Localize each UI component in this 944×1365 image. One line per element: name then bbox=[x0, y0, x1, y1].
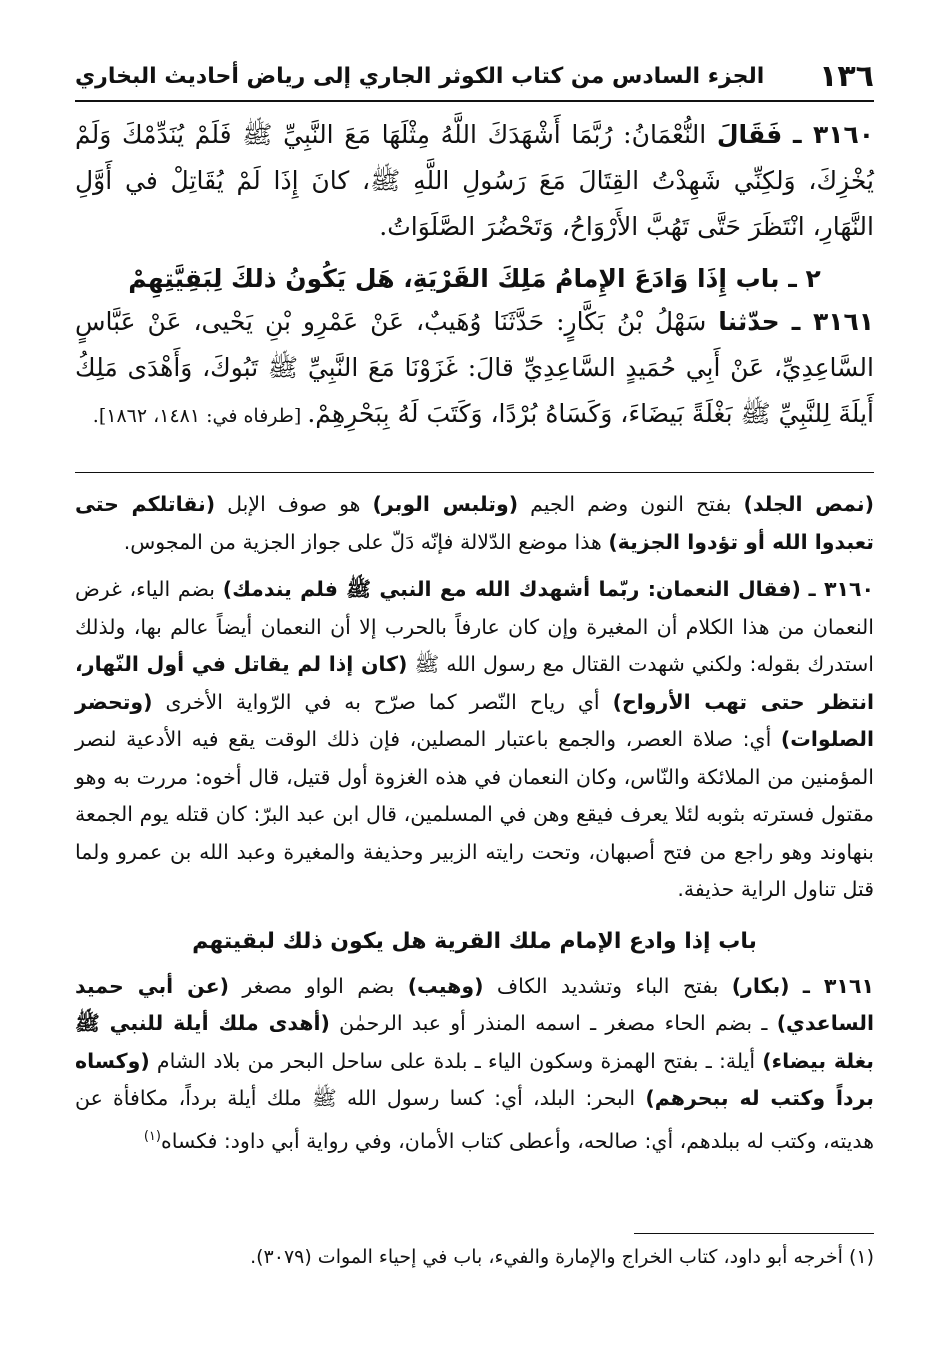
hadith-3161 bbox=[75, 299, 874, 439]
commentary-number: ٣١٦١ ـ bbox=[802, 973, 874, 998]
commentary-text: بضم الياء، غرض النعمان من هذا الكلام أن المغيرة وإن كان عارفاً بالحرب إلا أن النعمان أيضاً عالم بها، ولذلك استدرك بقوله: ولكني شهدت القتال مع رسول الله ﷺ bbox=[75, 577, 874, 676]
chapter-title: ٢ ـ باب إِذَا وَادَعَ الإِمامُ مَلِكَ القَرْيَةِ، هَل يَكُونُ ذلكَ لِبَقِيَّتِهِمْ bbox=[128, 264, 821, 293]
hadith-number: ٣١٦٠ ـ bbox=[792, 120, 874, 149]
quoted-term: (وكساه برداً وكتب له ببحرهم) bbox=[75, 1048, 874, 1110]
footnote bbox=[75, 1246, 874, 1268]
footnote-marker: (١) bbox=[143, 1128, 161, 1144]
commentary-number: ٣١٦٠ ـ bbox=[808, 577, 874, 601]
page-header bbox=[75, 52, 874, 102]
commentary-text: هذا موضع الدّلالة فإنّه دَلّ على جواز الجزية من المجوس. bbox=[123, 529, 609, 554]
commentary-text: هو صوف الإبل bbox=[215, 492, 373, 516]
hadith-body: النُّعْمَانُ: رُبَّمَا أَشْهَدَكَ اللَّهُ مِثْلَهَا مَعَ النَّبِيِّ ﷺ فَلَمْ يُنَدِّمْكَ وَلَمْ يُخْزِكَ، وَلكِنِّي شَهِدْتُ القِتَالَ مَعَ رَسُولِ اللَّهِ ﷺ، كانَ إِذَا لَمْ يُقَاتِلْ في أَوَّلِ النَّهَارِ، انْتَظَرَ حَتَّى تَهُبَّ الأَرْوَاحُ، وَتَحْضُرَ الصَّلَوَاتُ. bbox=[75, 120, 874, 241]
hadith-text-section bbox=[75, 112, 874, 439]
footnote-text: أخرجه أبو داود، كتاب الخراج والإمارة والفيء، باب في إحياء الموات (٣٠٧٩). bbox=[250, 1246, 843, 1268]
hadith-lead-word: حدّثنا bbox=[718, 307, 780, 336]
hadith-lead-word: فَقَالَ bbox=[716, 120, 783, 149]
cross-reference: [طرفاه في: ١٤٨١، ١٨٦٢]. bbox=[92, 405, 308, 427]
commentary-text: أي رياح النّصر كما صرّح به في الرّواية الأخرى bbox=[152, 689, 613, 714]
footnote-rule bbox=[634, 1233, 874, 1234]
quoted-term: (وهيب) bbox=[407, 973, 484, 998]
commentary-text: أيلة: ـ بفتح الهمزة وسكون الياء ـ بلدة على ساحل البحر من بلاد الشام bbox=[149, 1048, 763, 1073]
commentary-text: البحر: البلد، أي: كسا رسول الله ﷺ ملك أيلة برداً، مكافأة عن هديته، وكتب له ببلدهم، أي: صالحه، وأعطى كتاب الأمان، وفي رواية أبي داود: فكساه bbox=[75, 1086, 874, 1153]
quoted-term: (فقال النعمان: ربّما أشهدك الله مع النبي ﷺ فلم يندمك) bbox=[222, 577, 801, 601]
section-divider bbox=[75, 472, 874, 473]
running-title: الجزء السادس من كتاب الكوثر الجاري إلى رياض أحاديث البخاري bbox=[75, 63, 765, 89]
commentary-text: بفتح النون وضم الجيم bbox=[518, 492, 744, 516]
commentary-paragraph bbox=[75, 486, 874, 561]
hadith-3160 bbox=[75, 112, 874, 250]
commentary-paragraph bbox=[75, 571, 874, 909]
commentary-text: بفتح الباء وتشديد الكاف bbox=[483, 973, 732, 998]
quoted-term: (نقاتلكم حتى تعبدوا الله أو تؤدوا الجزية) bbox=[75, 492, 874, 554]
quoted-term: (عن أبي حميد الساعدي) bbox=[75, 973, 874, 1035]
hadith-number: ٣١٦١ ـ bbox=[791, 307, 875, 336]
quoted-term: (أهدى ملك أيلة للنبي ﷺ بغلة بيضاء) bbox=[75, 1011, 874, 1073]
commentary-chapter-title: باب إذا وادع الإمام ملك القرية هل يكون ذلك لبقيتهم bbox=[192, 928, 757, 954]
commentary-paragraph bbox=[75, 968, 874, 1160]
quoted-term: (نمص الجلد) bbox=[743, 492, 874, 516]
footnote-number: (١) bbox=[848, 1246, 874, 1268]
page-number: ١٣٦ bbox=[819, 58, 874, 94]
quoted-term: (وتلبس الوبر) bbox=[372, 492, 519, 516]
commentary-text: أي: صلاة العصر، والجمع باعتبار المصلين، فإن ذلك الوقت يقع فيه الأدعية لنصر المؤمنين من الملائكة والنّاس، وكان النعمان في هذه الغزوة أول قتيل، قال أخوه: مررت به وهو مقتول فسترته بثوبه لئلا يعرف فيقع وهن في المسلمين، قال ابن عبد البرّ: كان قتله يوم الجمعة بنهاوند وهو راجع من فتح أصبهان، وتحت رايته الزبير وحذيفة والمغيرة وعبد الله بن عمرو ولما قتل تناول الراية حذيفة. bbox=[75, 727, 874, 901]
quoted-term: (كان إذا لم يقاتل في أول النّهار، انتظر حتى تهب الأرواح) bbox=[75, 652, 875, 714]
commentary-section bbox=[75, 486, 874, 1170]
commentary-text: بضم الواو مصغر bbox=[229, 973, 408, 998]
quoted-term: (بكار) bbox=[731, 973, 790, 998]
commentary-text: ـ بضم الحاء مصغر ـ اسمه المنذر أو عبد الرحمٰن bbox=[329, 1011, 777, 1035]
hadith-body: سَهْلُ بْنُ بَكَّارٍ: حَدَّثَنَا وُهَيبٌ، عَنْ عَمْرِو بْنِ يَحْيى، عَنْ عَبَّاسٍ السَّاعِدِيِّ، عَنْ أَبِي حُمَيدٍ السَّاعِدِيِّ قالَ: غَزَوْنَا مَعَ النَّبِيِّ ﷺ تَبُوكَ، وَأَهْدَى مَلِكُ أَيلَةَ لِلنَّبِيِّ ﷺ بَغْلَةً بَيضَاءَ، وَكَسَاهُ بُرْدًا، وَكَتَبَ لَهُ بِبَحْرِهِمْ. bbox=[75, 307, 874, 428]
quoted-term: (وتحضر الصلوات) bbox=[75, 689, 874, 751]
